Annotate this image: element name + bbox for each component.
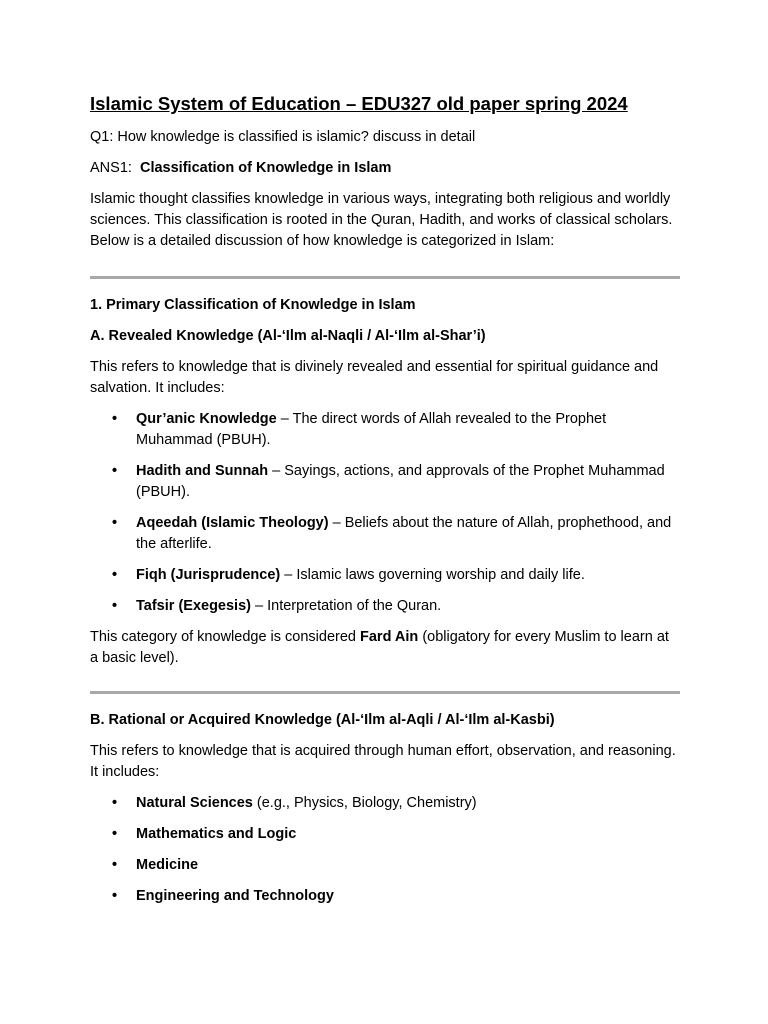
bullet-icon: • xyxy=(112,411,118,427)
item-description: – Interpretation of the Quran. xyxy=(250,598,442,614)
list-item xyxy=(90,461,680,503)
answer-line xyxy=(90,158,680,179)
bullet-icon: • xyxy=(112,826,118,842)
closing-text: This category of knowledge is considered xyxy=(90,629,361,645)
revealed-knowledge-list xyxy=(90,409,680,617)
list-item xyxy=(90,513,680,555)
bullet-icon: • xyxy=(112,795,118,811)
list-item xyxy=(90,565,680,586)
list-item xyxy=(90,793,680,814)
bullet-icon: • xyxy=(112,567,118,583)
list-item xyxy=(90,596,680,617)
list-item xyxy=(90,409,680,451)
item-term: Mathematics and Logic xyxy=(136,826,297,842)
item-description: – Beliefs about the nature of Allah, prophethood, and the afterlife. xyxy=(136,515,672,552)
section-divider xyxy=(90,276,680,279)
item-term: Aqeedah (Islamic Theology) xyxy=(136,515,329,531)
item-description: (e.g., Physics, Biology, Chemistry) xyxy=(252,795,477,811)
subsection-a-closing xyxy=(90,627,680,669)
closing-bold: Fard Ain xyxy=(360,629,419,645)
answer-prefix: ANS1: xyxy=(90,160,132,176)
acquired-knowledge-list xyxy=(90,793,680,907)
question-text: Q1: How knowledge is classified is islamic? discuss in detail xyxy=(90,129,476,145)
closing-text-end: (obligatory for every Muslim to learn at a basic level). xyxy=(90,629,669,666)
bullet-icon: • xyxy=(112,598,118,614)
item-term: Qur’anic Knowledge xyxy=(136,411,277,427)
subsection-b-heading: B. Rational or Acquired Knowledge (Al-‘Ilm al-Aqli / Al-‘Ilm al-Kasbi) xyxy=(90,712,555,728)
list-item xyxy=(90,824,680,845)
subsection-a-text: This refers to knowledge that is divinely revealed and essential for spiritual guidance and salvation. It includes: xyxy=(90,359,659,396)
answer-heading: Classification of Knowledge in Islam xyxy=(139,160,392,176)
document-title: Islamic System of Education – EDU327 old paper spring 2024 xyxy=(90,93,628,114)
list-item xyxy=(90,855,680,876)
item-description: – Islamic laws governing worship and daily life. xyxy=(280,567,585,583)
bullet-icon: • xyxy=(112,515,118,531)
item-term: Tafsir (Exegesis) xyxy=(136,598,251,614)
item-term: Natural Sciences xyxy=(136,795,253,811)
item-term: Medicine xyxy=(136,857,199,873)
section1-heading: 1. Primary Classification of Knowledge in Islam xyxy=(90,297,416,313)
subsection-b-text: This refers to knowledge that is acquired through human effort, observation, and reasoning. It includes: xyxy=(90,743,676,780)
item-term: Engineering and Technology xyxy=(136,888,334,904)
bullet-icon: • xyxy=(112,857,118,873)
bullet-icon: • xyxy=(112,888,118,904)
intro-paragraph: Islamic thought classifies knowledge in various ways, integrating both religious and worldly sciences. This classification is rooted in the Quran, Hadith, and works of classical scholars. Below is a detailed discussion of how knowledge is categorized in Islam: xyxy=(90,191,673,249)
document-body xyxy=(90,91,680,907)
section-divider xyxy=(90,691,680,694)
item-description: – Sayings, actions, and approvals of the Prophet Muhammad (PBUH). xyxy=(136,463,665,500)
subsection-a-heading: A. Revealed Knowledge (Al-‘Ilm al-Naqli / Al-‘Ilm al-Shar’i) xyxy=(90,328,486,344)
item-description: – The direct words of Allah revealed to the Prophet Muhammad (PBUH). xyxy=(136,411,607,448)
bullet-icon: • xyxy=(112,463,118,479)
item-term: Hadith and Sunnah xyxy=(136,463,269,479)
list-item xyxy=(90,886,680,907)
item-term: Fiqh (Jurisprudence) xyxy=(136,567,281,583)
